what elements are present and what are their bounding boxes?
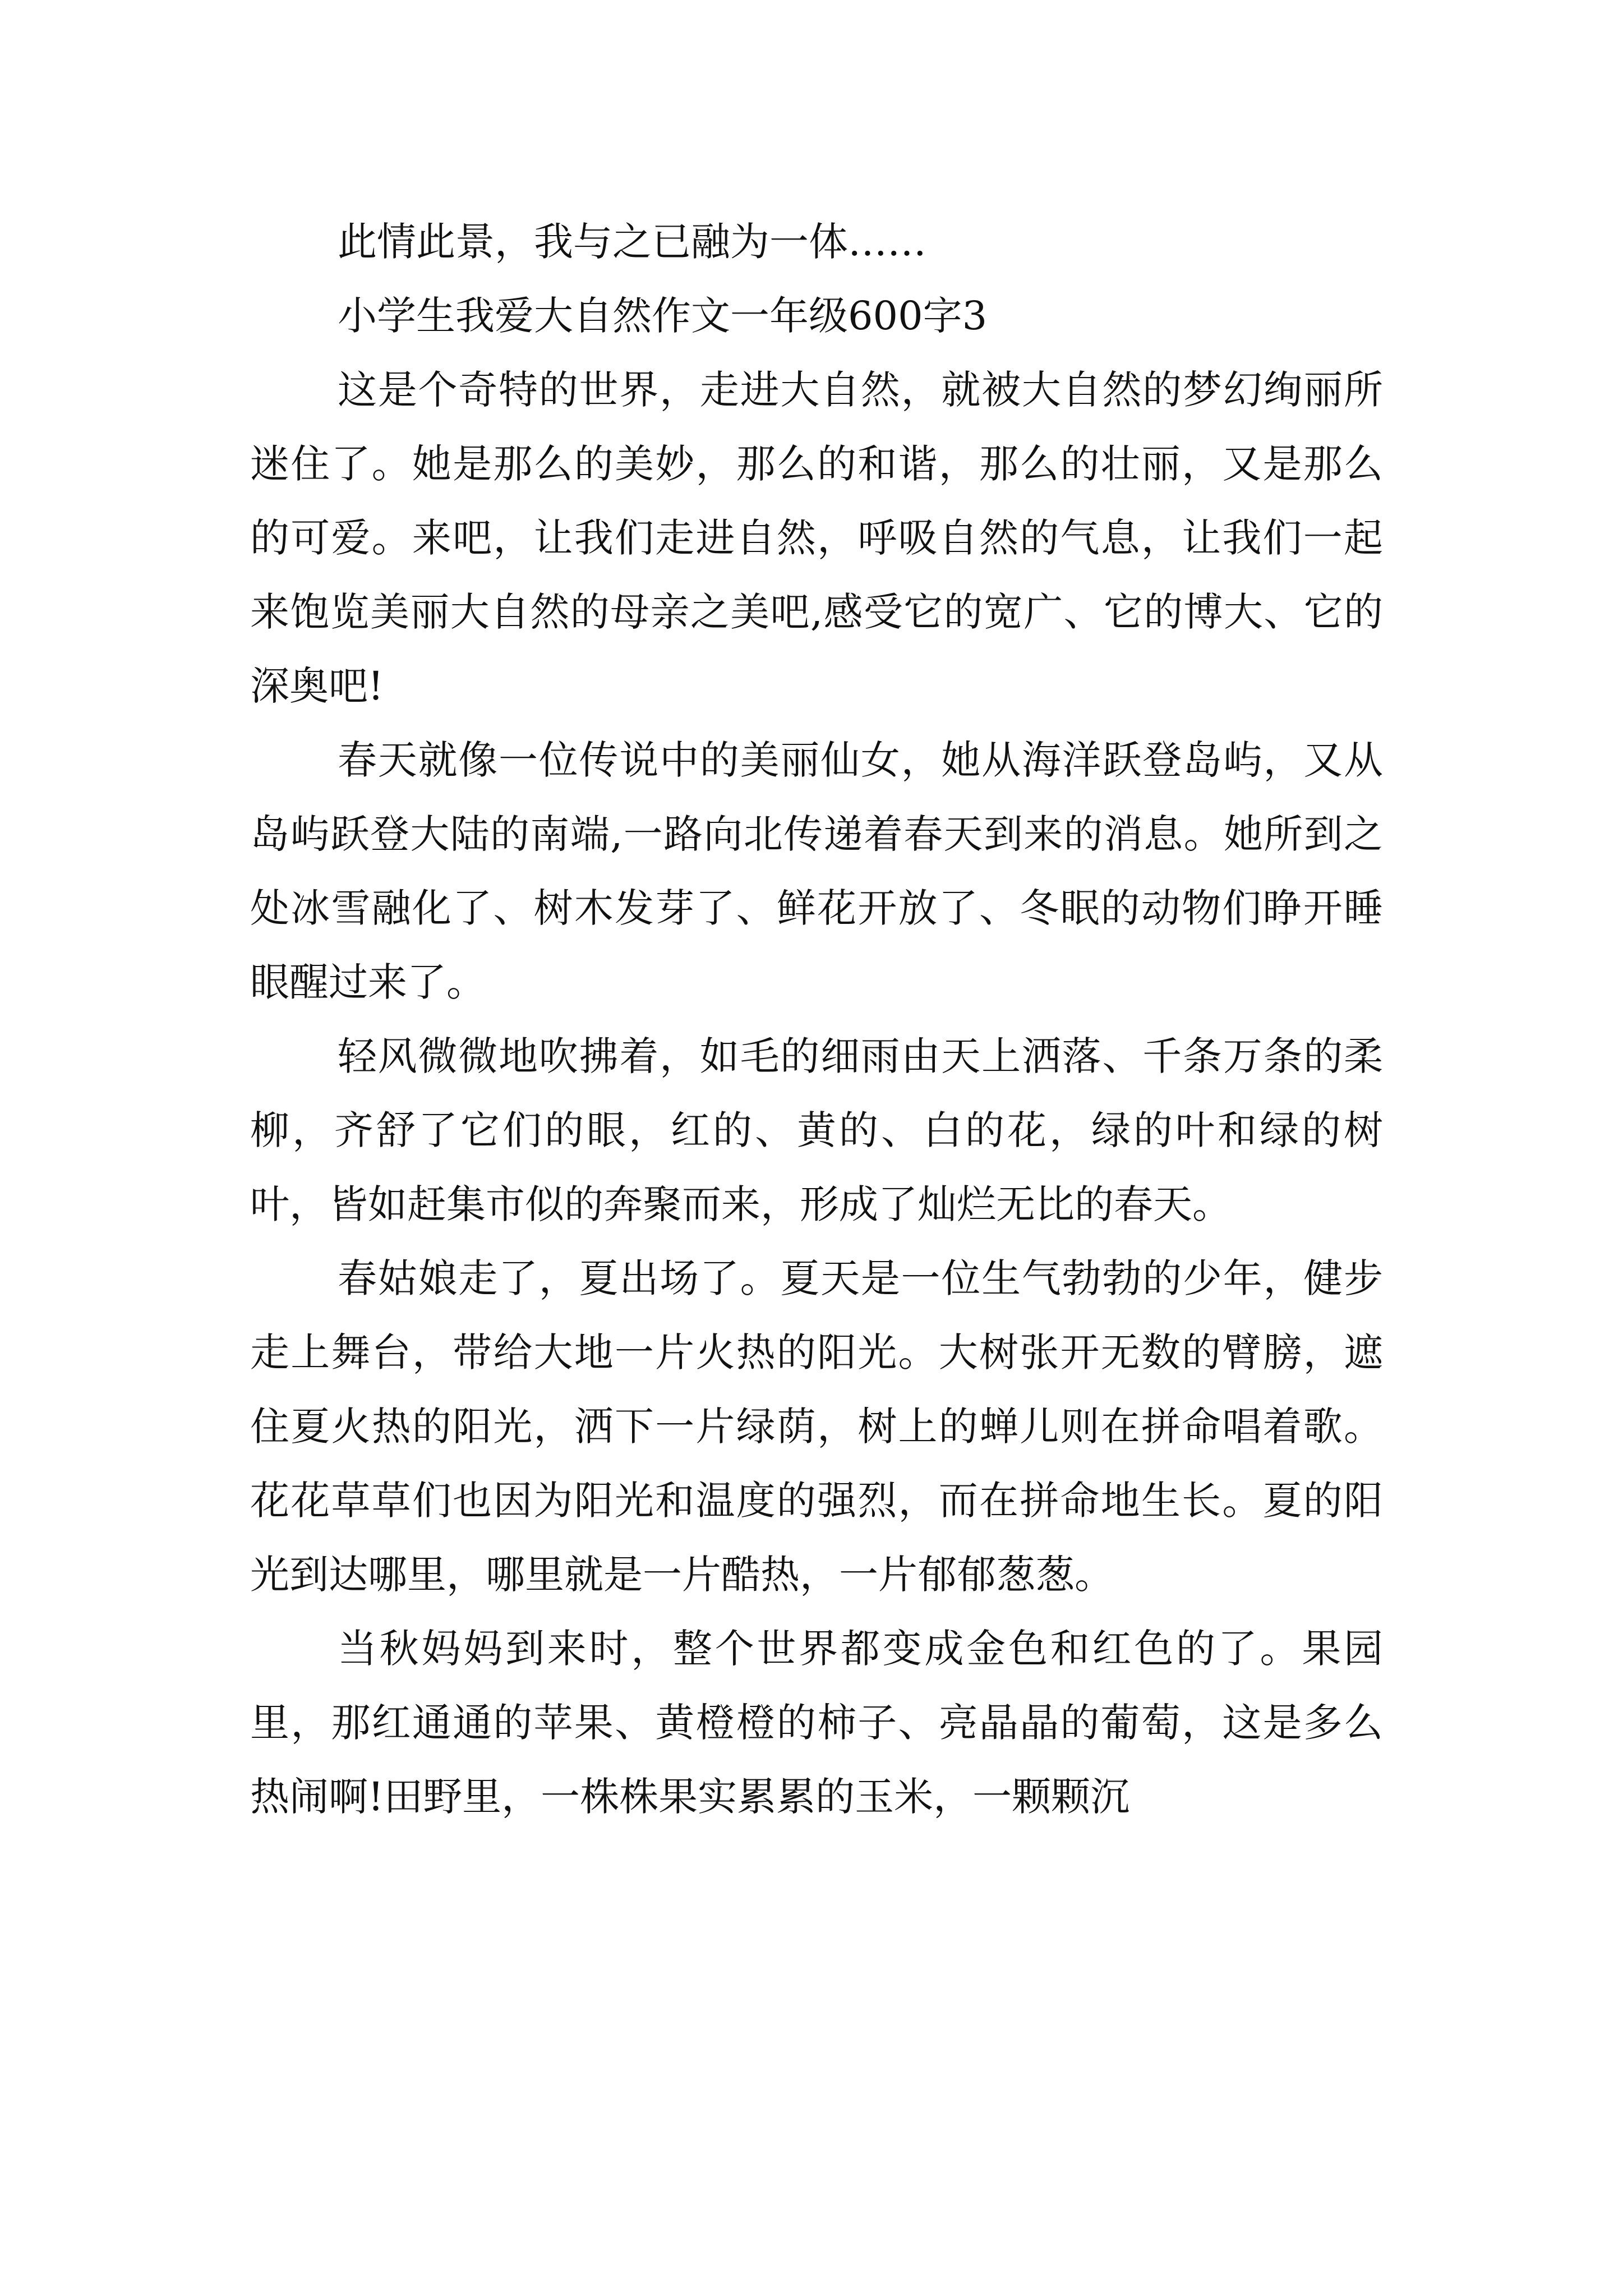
paragraph-autumn: 当秋妈妈到来时，整个世界都变成金色和红色的了。果园里，那红通通的苹果、黄橙橙的柿子、亮晶晶的葡萄，这是多么热闹啊!田野里，一株株果实累累的玉米，一颗颗沉 — [250, 1626, 1383, 1820]
essay-title: 小学生我爱大自然作文一年级600字3 — [338, 293, 988, 339]
paragraph-summer: 春姑娘走了，夏出场了。夏天是一位生气勃勃的少年，健步走上舞台，带给大地一片火热的阳光。大树张开无数的臂膀，遮住夏火热的阳光，洒下一片绿荫，树上的蝉儿则在拼命唱着歌。花花草草们也因为阳光和温度的强烈，而在拼命地生长。夏的阳光到达哪里，哪里就是一片酷热，一片郁郁葱葱。 — [250, 1255, 1383, 1598]
paragraph-breeze: 轻风微微地吹拂着，如毛的细雨由天上洒落、千条万条的柔柳，齐舒了它们的眼，红的、黄的、白的花，绿的叶和绿的树叶，皆如赶集市似的奔聚而来，形成了灿烂无比的春天。 — [250, 1033, 1383, 1227]
document-body — [250, 205, 1383, 1834]
paragraph-spring: 春天就像一位传说中的美丽仙女，她从海洋跃登岛屿，又从岛屿跃登大陆的南端,一路向北传递着春天到来的消息。她所到之处冰雪融化了、树木发芽了、鲜花开放了、冬眠的动物们睁开睡眼醒过来了。 — [250, 737, 1383, 1005]
paragraph-closing-line: 此情此景，我与之已融为一体…… — [338, 219, 926, 265]
paragraph-intro: 这是个奇特的世界，走进大自然，就被大自然的梦幻绚丽所迷住了。她是那么的美妙，那么的和谐，那么的壮丽，又是那么的可爱。来吧，让我们走进自然，呼吸自然的气息，让我们一起来饱览美丽大自然的母亲之美吧,感受它的宽广、它的博大、它的深奥吧! — [250, 367, 1383, 709]
